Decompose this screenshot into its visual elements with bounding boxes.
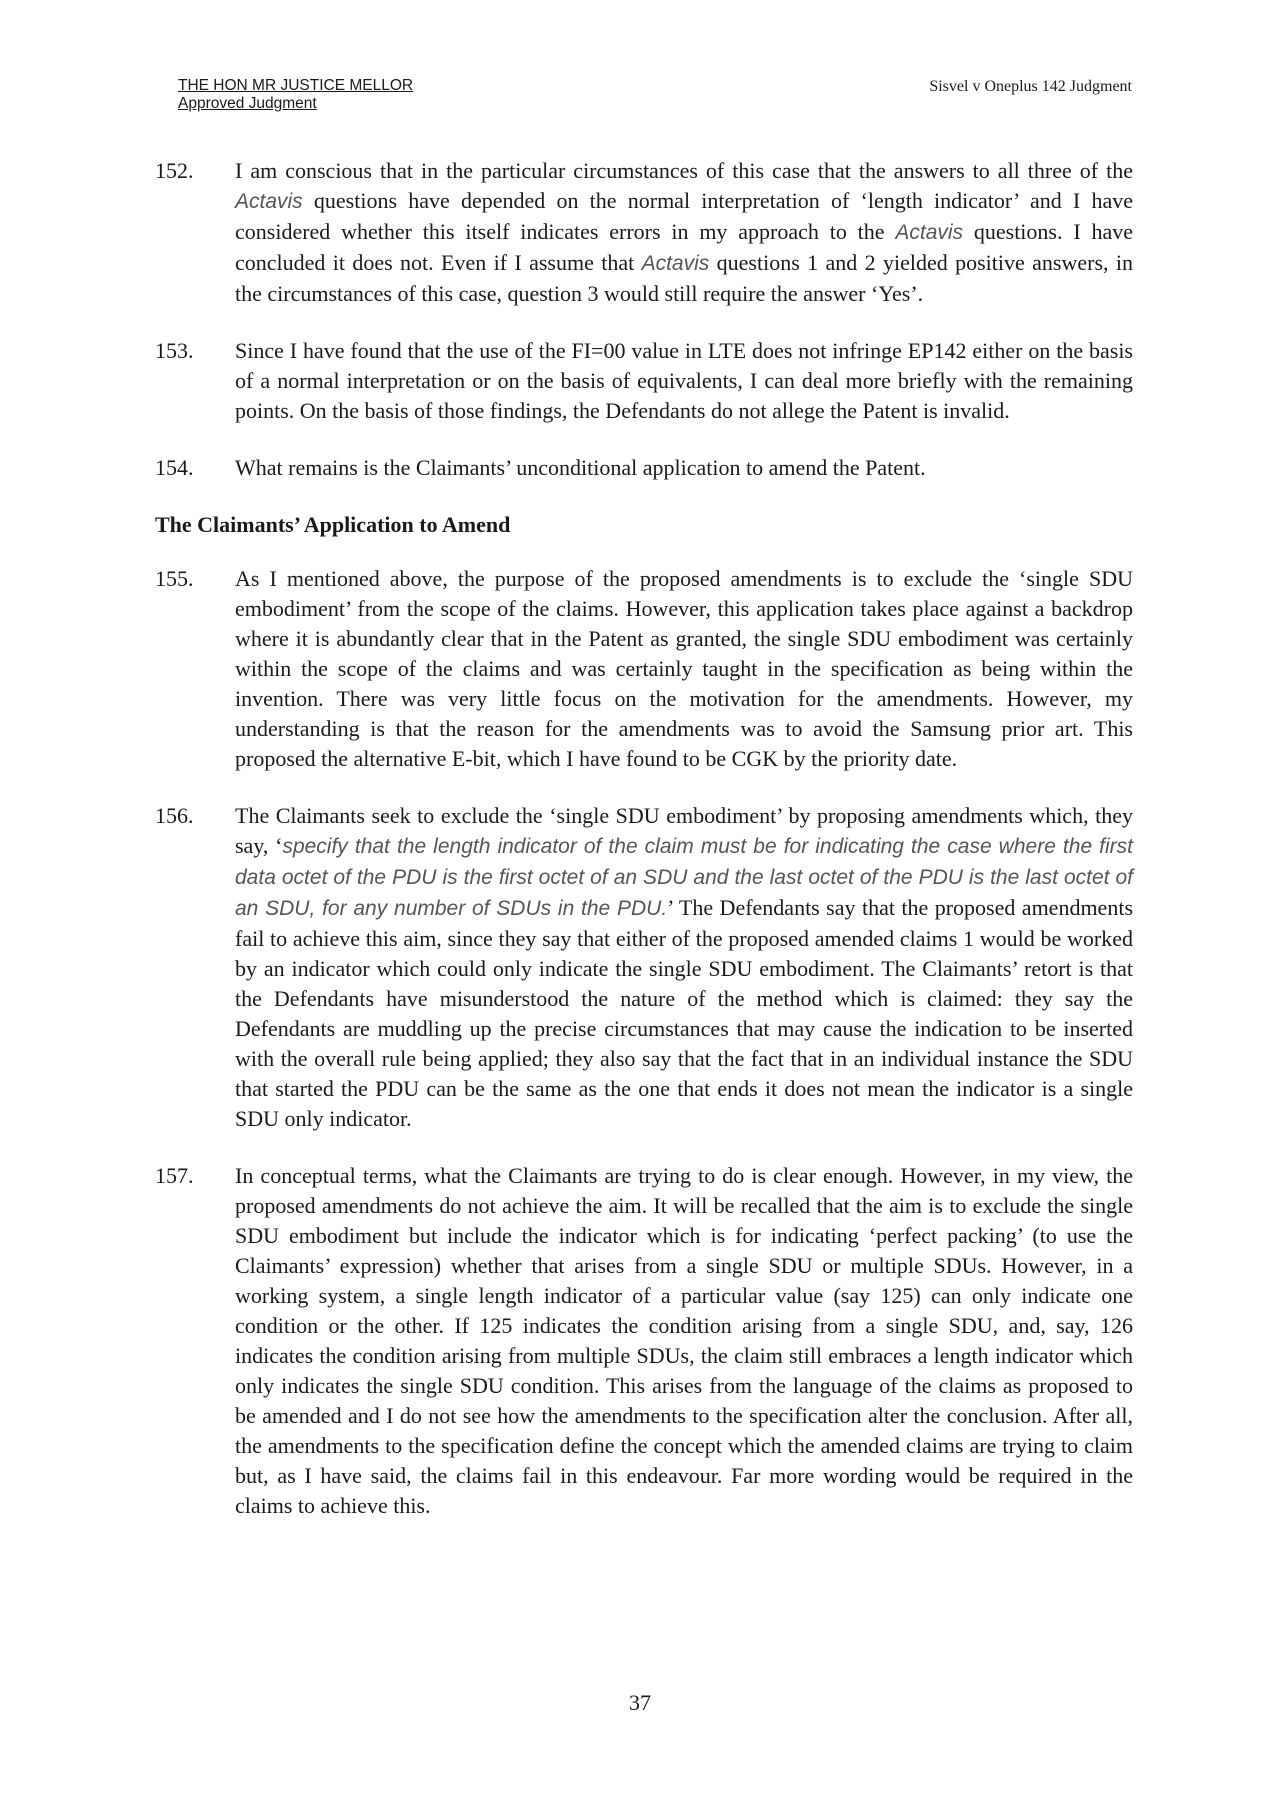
text-run: questions have depended on the normal interpretation of ‘length indicator’ and I have considered whether this itself indicates errors in my approach to the xyxy=(235,188,1133,244)
judge-header xyxy=(178,77,413,113)
text-run: questions 1 and 2 yielded positive answers, in the circumstances of this case, question 3 would still require the answer ‘Yes’. xyxy=(235,250,1133,306)
paragraph xyxy=(155,156,1133,309)
paragraph-number: 152. xyxy=(155,158,194,183)
paragraph xyxy=(155,801,1133,1134)
paragraph-text xyxy=(235,336,1133,426)
italic-text: specify that the length indicator of the claim must be for indicating the case where the first data octet of the PDU is the first octet of an SDU and the last octet of the PDU is the last octet of an SDU, for any number of SDUs in the PDU. xyxy=(235,835,1133,920)
paragraph-number: 155. xyxy=(155,566,194,591)
text-run: I am conscious that in the particular circumstances of this case that the answers to all three of the xyxy=(235,158,1133,183)
text-run: In conceptual terms, what the Claimants are trying to do is clear enough. However, in my view, the proposed amendments do not achieve the aim. It will be recalled that the aim is to exclude the single SDU embodiment but include the indicator which is for indicating ‘perfect packing’ (to use the Claimants’ expression) whether that arises from a single SDU or multiple SDUs. However, in a working system, a single length indicator of a particular value (say 125) can only indicate one condition or the other. If 125 indicates the condition arising from a single SDU, and, say, 126 indicates the condition arising from multiple SDUs, the claim still embraces a length indicator which only indicates the single SDU condition. This arises from the language of the claims as proposed to be amended and I do not see how the amendments to the specification alter the conclusion. After all, the amendments to the specification define the concept which the amended claims are trying to claim but, as I have said, the claims fail in this endeavour. Far more wording would be required in the claims to achieve this. xyxy=(235,1163,1133,1518)
text-run: What remains is the Claimants’ unconditional application to amend the Patent. xyxy=(235,455,926,480)
paragraph-text xyxy=(235,453,1133,483)
paragraph-number: 157. xyxy=(155,1163,194,1188)
section-heading: The Claimants’ Application to Amend xyxy=(155,512,511,537)
text-run: As I mentioned above, the purpose of the proposed amendments is to exclude the ‘single SDU embodiment’ from the scope of the claims. However, this application takes place against a backdrop where it is abundantly clear that in the Patent as granted, the single SDU embodiment was certainly within the scope of the claims and was certainly taught in the specification as being within the invention. There was very little focus on the motivation for the amendments. However, my understanding is that the reason for the amendments was to avoid the Samsung prior art. This proposed the alternative E-bit, which I have found to be CGK by the priority date. xyxy=(235,566,1133,771)
case-title: Sisvel v Oneplus 142 Judgment xyxy=(929,78,1132,95)
italic-text: Actavis xyxy=(235,190,303,213)
paragraph-number: 156. xyxy=(155,803,194,828)
paragraph xyxy=(155,1161,1133,1521)
paragraph xyxy=(155,336,1133,426)
paragraph-text xyxy=(235,801,1133,1134)
paragraph-text xyxy=(235,1161,1133,1521)
text-run: ’ The Defendants say that the proposed amendments fail to achieve this aim, since they say that either of the proposed amended claims 1 would be worked by an indicator which could only indicate the single SDU embodiment. The Claimants’ retort is that the Defendants have misunderstood the nature of the method which is claimed: they say the Defendants are muddling up the precise circumstances that may cause the indication to be inserted with the overall rule being applied; they also say that the fact that in an individual instance the SDU that started the PDU can be the same as the one that ends it does not mean the indicator is a single SDU only indicator. xyxy=(235,895,1133,1131)
italic-text: Actavis xyxy=(895,221,964,244)
paragraph-number: 154. xyxy=(155,455,194,480)
paragraph-group xyxy=(155,564,1133,1521)
paragraph xyxy=(155,453,1133,483)
judgment-status: Approved Judgment xyxy=(178,95,317,112)
text-run: The Claimants seek to exclude the ‘single SDU embodiment’ by proposing amendments which, they say, ‘ xyxy=(235,803,1133,858)
paragraph-number: 153. xyxy=(155,338,194,363)
paragraph-text xyxy=(235,564,1133,774)
paragraph-group xyxy=(155,156,1133,483)
paragraph xyxy=(155,564,1133,774)
judgment-body xyxy=(155,156,1133,1548)
italic-text: Actavis xyxy=(641,252,710,275)
text-run: Since I have found that the use of the FI=00 value in LTE does not infringe EP142 either on the basis of a normal interpretation or on the basis of equivalents, I can deal more briefly with the remaining points. On the basis of those findings, the Defendants do not allege the Patent is invalid. xyxy=(235,338,1133,423)
paragraph-text xyxy=(235,156,1133,309)
text-run: questions. I have concluded it does not. Even if I assume that xyxy=(235,219,1133,275)
judge-name: THE HON MR JUSTICE MELLOR xyxy=(178,77,414,94)
page-number: 37 xyxy=(629,1690,651,1715)
